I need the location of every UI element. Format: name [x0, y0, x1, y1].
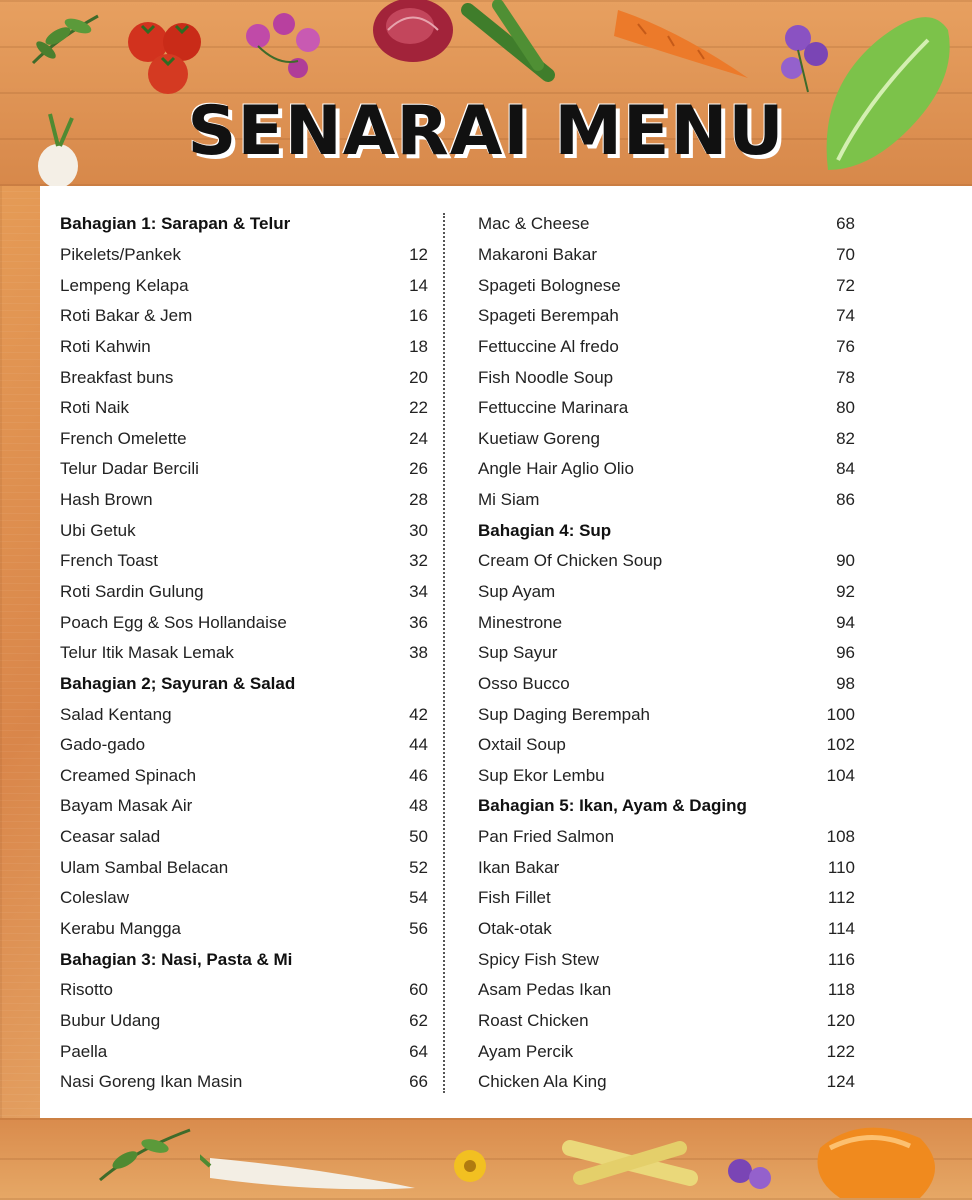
menu-item-page: 84	[836, 459, 855, 479]
menu-item-label: Nasi Goreng Ikan Masin	[60, 1072, 243, 1092]
menu-item-page: 42	[409, 704, 428, 724]
menu-item-label: Paella	[60, 1041, 108, 1061]
menu-item-page: 44	[409, 735, 428, 755]
menu-item	[478, 423, 855, 454]
menu-item-label: Telur Dadar Bercili	[60, 459, 199, 479]
section-heading-label: Bahagian 4: Sup	[478, 520, 612, 540]
menu-item-label: Poach Egg & Sos Hollandaise	[60, 612, 287, 632]
herb-sprig-icon	[95, 1120, 195, 1190]
menu-item-label: Fettuccine Al fredo	[478, 336, 619, 356]
menu-item-label: Hash Brown	[60, 490, 153, 510]
menu-item-label: Creamed Spinach	[60, 765, 197, 785]
menu-item-label: Fettuccine Marinara	[478, 398, 629, 418]
menu-item	[478, 546, 855, 577]
menu-item	[60, 577, 428, 608]
flower-icon	[238, 6, 338, 86]
footer-banner	[0, 1118, 972, 1200]
menu-item-page: 12	[409, 244, 428, 264]
menu-item-page: 74	[836, 306, 855, 326]
menu-item	[478, 240, 855, 271]
menu-item-page: 52	[409, 857, 428, 877]
menu-item	[60, 761, 428, 792]
menu-item-label: Chicken Ala King	[478, 1072, 607, 1092]
menu-item	[478, 669, 855, 700]
menu-item-page: 54	[409, 888, 428, 908]
menu-item	[60, 852, 428, 883]
menu-item-label: Ayam Percik	[478, 1041, 574, 1061]
menu-item-page: 116	[827, 949, 855, 969]
menu-item-label: Telur Itik Masak Lemak	[60, 643, 234, 663]
menu-item-page: 110	[827, 857, 855, 877]
menu-item-label: Bayam Masak Air	[60, 796, 193, 816]
menu-item-page: 22	[409, 398, 428, 418]
menu-column-left	[60, 209, 428, 1098]
menu-item-label: Asam Pedas Ikan	[478, 980, 612, 1000]
menu-item-page: 34	[409, 582, 428, 601]
section-heading	[478, 515, 855, 546]
section-heading	[478, 791, 855, 822]
menu-item	[60, 822, 428, 853]
menu-item	[478, 975, 855, 1006]
menu-item-page: 82	[836, 428, 855, 448]
menu-item-page: 46	[409, 765, 428, 785]
menu-item-page: 50	[409, 827, 428, 847]
page-title: SENARAI MENU	[187, 92, 785, 171]
menu-item	[478, 1036, 855, 1067]
section-heading-label: Bahagian 1: Sarapan & Telur	[60, 214, 291, 234]
menu-item	[478, 301, 855, 332]
section-heading-label: Bahagian 2; Sayuran & Salad	[60, 673, 296, 693]
menu-item	[60, 423, 428, 454]
menu-item-page: 90	[836, 551, 855, 571]
menu-item-page: 72	[836, 275, 855, 295]
menu-item-page: 16	[409, 306, 428, 326]
menu-item-page: 86	[836, 490, 855, 510]
menu-item	[60, 332, 428, 363]
menu-item-label: Sup Ayam	[478, 582, 556, 601]
menu-item-page: 24	[409, 428, 428, 448]
menu-item-label: Risotto	[60, 980, 113, 1000]
menu-item-label: Kuetiaw Goreng	[478, 428, 600, 448]
menu-item-label: Osso Bucco	[478, 673, 570, 693]
menu-item-label: Gado-gado	[60, 735, 146, 755]
menu-item-label: Cream Of Chicken Soup	[478, 551, 663, 571]
menu-item	[60, 791, 428, 822]
menu-item-label: Ikan Bakar	[478, 857, 560, 877]
menu-item	[478, 577, 855, 608]
menu-item-page: 36	[409, 612, 428, 632]
menu-item	[60, 638, 428, 669]
menu-item	[60, 393, 428, 424]
menu-item-label: Roti Naik	[60, 398, 129, 418]
menu-item-label: Ulam Sambal Belacan	[60, 857, 229, 877]
menu-item	[478, 454, 855, 485]
section-heading	[60, 944, 428, 975]
menu-item	[60, 1006, 428, 1037]
menu-item	[60, 301, 428, 332]
menu-item	[60, 1067, 428, 1098]
menu-item	[478, 852, 855, 883]
menu-item-page: 32	[409, 551, 428, 571]
menu-item-page: 30	[409, 520, 428, 540]
header-banner	[0, 0, 972, 186]
menu-item-label: Pikelets/Pankek	[60, 244, 181, 264]
menu-item	[478, 607, 855, 638]
tomato-icon	[120, 12, 215, 97]
menu-item-label: Sup Ekor Lembu	[478, 765, 605, 785]
menu-item-page: 64	[409, 1041, 428, 1061]
yellow-flower-icon	[440, 1136, 500, 1196]
menu-item-page: 102	[826, 735, 855, 755]
menu-item-label: Oxtail Soup	[478, 735, 566, 755]
menu-item-label: Minestrone	[478, 612, 563, 632]
menu-item-page: 96	[836, 643, 855, 663]
menu-item	[60, 362, 428, 393]
menu-item-page: 108	[826, 827, 855, 847]
radish-icon	[200, 1138, 420, 1200]
menu-item-label: Angle Hair Aglio Olio	[478, 459, 634, 479]
onion-icon	[368, 0, 458, 70]
menu-item	[478, 332, 855, 363]
column-divider	[443, 213, 445, 1093]
section-heading-label: Bahagian 5: Ikan, Ayam & Daging	[478, 796, 747, 816]
menu-item	[60, 240, 428, 271]
menu-item-label: Sup Daging Berempah	[478, 704, 651, 724]
menu-item-page: 100	[826, 704, 855, 724]
menu-item-page: 20	[409, 367, 428, 387]
menu-item-page: 28	[409, 490, 428, 510]
menu-item-label: Kerabu Mangga	[60, 919, 181, 939]
menu-item-page: 92	[836, 582, 855, 601]
menu-item-label: Otak-otak	[478, 919, 552, 939]
menu-item	[60, 607, 428, 638]
menu-item-label: Sup Sayur	[478, 643, 558, 663]
section-heading	[60, 669, 428, 700]
bell-pepper-icon	[800, 1118, 950, 1200]
menu-item	[478, 914, 855, 945]
menu-item-label: Fish Fillet	[478, 888, 551, 908]
menu-item-label: French Toast	[60, 551, 158, 571]
menu-item-label: Pan Fried Salmon	[478, 827, 615, 847]
menu-item-label: Ubi Getuk	[60, 520, 136, 540]
menu-item-label: Roti Sardin Gulung	[60, 582, 204, 601]
menu-item-page: 60	[409, 980, 428, 1000]
menu-item	[478, 944, 855, 975]
menu-item-label: Mi Siam	[478, 490, 540, 510]
menu-item	[60, 454, 428, 485]
menu-item-page: 80	[836, 398, 855, 418]
menu-item-label: Breakfast buns	[60, 367, 174, 387]
menu-item	[478, 362, 855, 393]
menu-item-page: 70	[836, 244, 855, 264]
menu-item-page: 56	[409, 919, 428, 939]
menu-item	[478, 822, 855, 853]
menu-item	[478, 270, 855, 301]
menu-item-label: Spageti Berempah	[478, 306, 619, 326]
menu-item-page: 114	[827, 919, 855, 939]
menu-item-page: 78	[836, 367, 855, 387]
menu-item	[478, 1067, 855, 1098]
menu-item-page: 122	[826, 1041, 855, 1061]
menu-item-label: Lempeng Kelapa	[60, 275, 189, 295]
menu-item	[478, 638, 855, 669]
menu-item-label: Ceasar salad	[60, 827, 161, 847]
menu-item-page: 14	[409, 275, 428, 295]
menu-item-label: Mac & Cheese	[478, 214, 590, 234]
menu-item-page: 26	[409, 459, 428, 479]
menu-item-page: 118	[827, 980, 855, 1000]
menu-item-label: Spicy Fish Stew	[478, 949, 599, 969]
menu-item-label: Roast Chicken	[478, 1010, 589, 1030]
menu-item-label: Roti Kahwin	[60, 336, 151, 356]
menu-item	[478, 209, 855, 240]
menu-item-page: 98	[836, 673, 855, 693]
herb-sprig-icon	[28, 8, 108, 68]
menu-item	[60, 485, 428, 516]
menu-item-page: 94	[836, 612, 855, 632]
menu-item	[478, 730, 855, 761]
menu-item	[60, 975, 428, 1006]
menu-item	[478, 393, 855, 424]
menu-item	[60, 515, 428, 546]
menu-item-label: Fish Noodle Soup	[478, 367, 614, 387]
menu-item-label: Makaroni Bakar	[478, 244, 598, 264]
menu-item	[60, 883, 428, 914]
carrot-icon	[608, 0, 758, 85]
menu-item	[60, 730, 428, 761]
menu-item	[60, 546, 428, 577]
menu-item	[60, 699, 428, 730]
menu-item-label: Roti Bakar & Jem	[60, 306, 193, 326]
menu-item-page: 48	[409, 796, 428, 816]
menu-item	[478, 699, 855, 730]
menu-item-page: 66	[409, 1072, 428, 1092]
menu-item-page: 62	[409, 1010, 428, 1030]
menu-item-page: 68	[836, 214, 855, 234]
menu-item	[60, 270, 428, 301]
section-heading-label: Bahagian 3: Nasi, Pasta & Mi	[60, 949, 293, 969]
menu-item	[478, 883, 855, 914]
menu-item-label: French Omelette	[60, 428, 187, 448]
menu-item-page: 120	[826, 1010, 855, 1030]
menu-column-right	[478, 209, 855, 1098]
menu-item-label: Salad Kentang	[60, 704, 172, 724]
menu-item-page: 76	[836, 336, 855, 356]
section-heading	[60, 209, 428, 240]
menu-item	[60, 914, 428, 945]
menu-item-label: Spageti Bolognese	[478, 275, 621, 295]
menu-item	[60, 1036, 428, 1067]
menu-item-page: 112	[827, 888, 855, 908]
menu-item-page: 104	[826, 765, 855, 785]
menu-item	[478, 1006, 855, 1037]
menu-item	[478, 761, 855, 792]
menu-item-page: 38	[409, 643, 428, 663]
menu-item-page: 124	[826, 1072, 855, 1092]
menu-item-label: Coleslaw	[60, 888, 129, 908]
menu-item-page: 18	[409, 336, 428, 356]
violet-flower-icon	[715, 1146, 785, 1200]
menu-item	[478, 485, 855, 516]
baby-corn-icon	[560, 1128, 700, 1200]
okra-icon	[458, 0, 568, 90]
menu-item-label: Bubur Udang	[60, 1010, 161, 1030]
